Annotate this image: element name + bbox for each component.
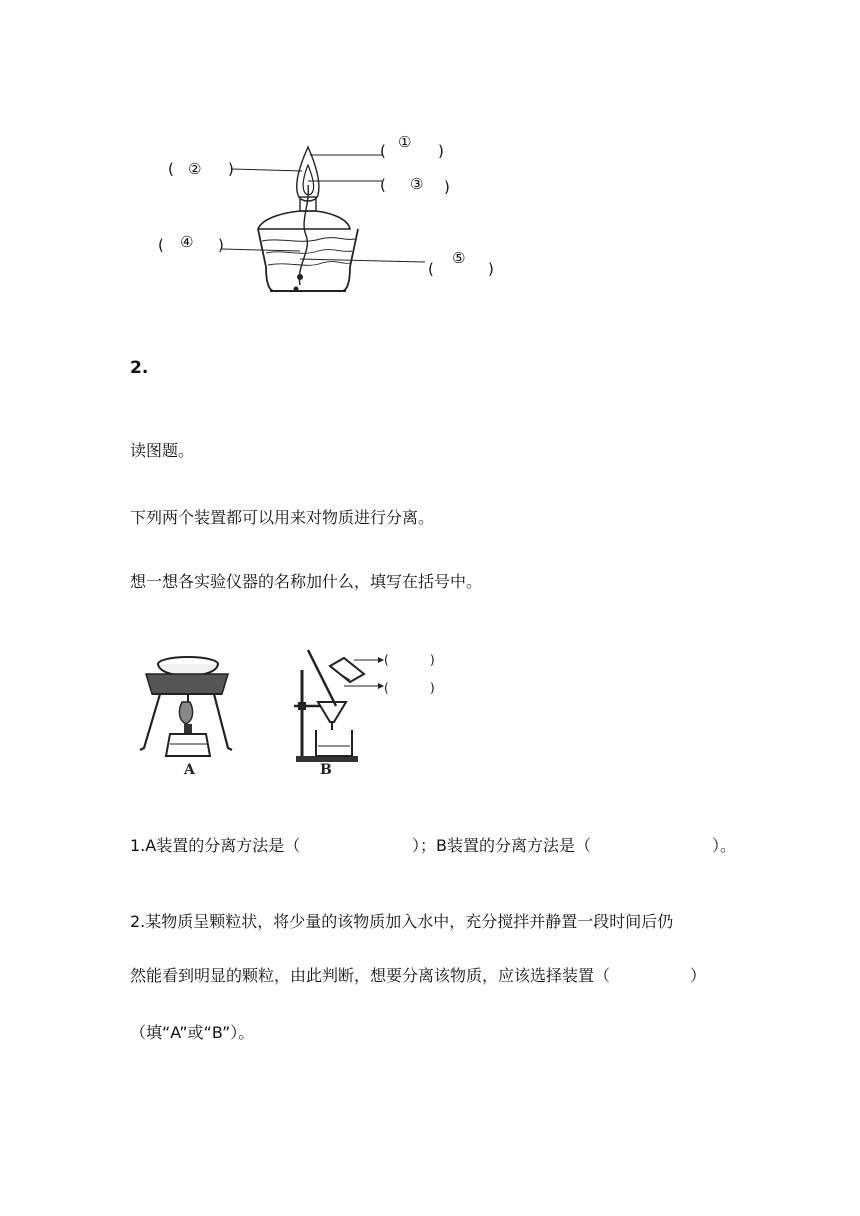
- alcohol-lamp-figure: [150, 125, 510, 305]
- apparatus-label-b: B: [320, 762, 332, 778]
- leader-line-5: [300, 259, 425, 262]
- label-4-close-paren: ): [218, 236, 224, 254]
- b-label-2-close-paren: ): [430, 681, 435, 695]
- label-3-close-paren: ): [444, 178, 450, 196]
- separation-apparatus-figure: [130, 640, 450, 780]
- label-1-open-paren: (: [380, 142, 386, 160]
- b-label-1-open-paren: (: [384, 653, 389, 667]
- apparatus-a-evaporation: [140, 657, 232, 756]
- label-4-open-paren: (: [158, 236, 164, 254]
- label-4: ④: [180, 233, 194, 251]
- alcohol-lamp-drawing: [150, 125, 510, 305]
- label-1-close-paren: ): [438, 142, 444, 160]
- alcohol-liquid: [262, 238, 355, 242]
- label-1: ①: [398, 133, 412, 151]
- label-3-open-paren: (: [380, 176, 386, 194]
- label-5-close-paren: ): [488, 260, 494, 278]
- question-heading: 读图题。: [130, 441, 195, 460]
- b-label-1-close-paren: ): [430, 653, 435, 667]
- label-5-open-paren: (: [428, 260, 434, 278]
- label-2-close-paren: ): [228, 160, 234, 178]
- sub-question-1-part-2: ）；B装置的分离方法是（: [412, 836, 591, 855]
- apparatus-b-filtration: [294, 650, 384, 762]
- sub-question-2-line-3: （填“A”或“B”）。: [130, 1023, 255, 1042]
- label-2-open-paren: (: [168, 160, 174, 178]
- question-text-line-1: 下列两个装置都可以用来对物质进行分离。: [130, 508, 435, 527]
- label-2: ②: [188, 160, 202, 178]
- question-text-line-2: 想一想各实验仪器的名称加什么，填写在括号中。: [130, 572, 483, 591]
- sub-question-2-line-1: 2.某物质呈颗粒状，将少量的该物质加入水中，充分搅拌并静置一段时间后仍: [130, 912, 674, 931]
- label-3: ③: [410, 175, 424, 193]
- label-5: ⑤: [452, 249, 466, 267]
- b-label-2-open-paren: (: [384, 681, 389, 695]
- question-number: 2.: [130, 358, 149, 378]
- leader-line-4: [222, 249, 300, 251]
- sub-question-2-line-2a: 然能看到明显的颗粒，由此判断，想要分离该物质，应该选择装置（: [130, 966, 611, 985]
- leader-line-2: [232, 169, 302, 171]
- separation-apparatus-drawing: [130, 640, 450, 780]
- apparatus-label-a: A: [184, 762, 195, 778]
- sub-question-2-line-2b: ）: [690, 966, 707, 985]
- sub-question-1-part-1: 1.A装置的分离方法是（: [130, 836, 301, 855]
- sub-question-1-part-3: ）。: [712, 836, 737, 855]
